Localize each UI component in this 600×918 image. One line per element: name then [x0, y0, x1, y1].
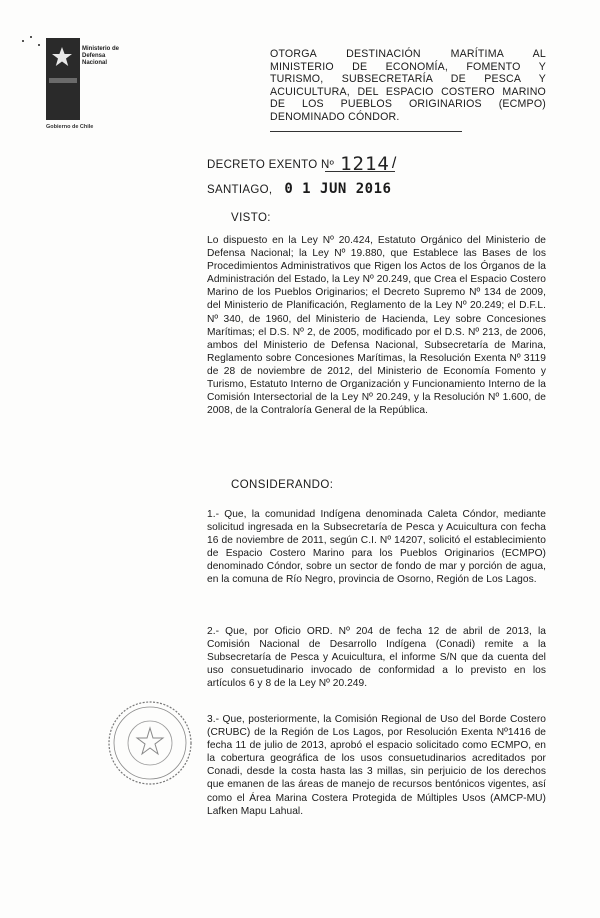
considerando-heading: CONSIDERANDO:	[231, 479, 334, 491]
title-line: OTORGA DESTINACIÓN MARÍTIMA AL	[270, 48, 546, 60]
title-line: TURISMO, SUBSECRETARÍA DE PESCA Y	[270, 73, 546, 86]
logo-bar	[49, 78, 77, 83]
date-stamp: 0 1 JUN 2016	[284, 181, 392, 197]
title-underline	[270, 131, 462, 132]
title-line: ACUICULTURA, DEL ESPACIO COSTERO MARINO	[270, 85, 546, 98]
considerando-item-3: 3.- Que, posteriormente, la Comisión Regional de Uso del Borde Costero (CRUBC) de la Región de Los Lagos, por Resolución Exenta Nº1416 de fecha 11 de julio de 2013, aprobó el espacio solicitado como ECMPO, en la cobertura geográfica de los usos consuetudinarios acreditados por Conadi, desde la costa hasta las 3 millas, sin perjuicio de los derechos que emanen de las áreas de manejo de recursos bentónicos vigentes, así como el Área Marina Costera Protegida de Múltiples Usos (AMCP-MU) Lafken Mapu Lahual.	[207, 714, 546, 817]
government-label: Gobierno de Chile	[46, 124, 94, 130]
ministry-name: Ministerio de Defensa Nacional	[82, 46, 120, 66]
decree-label: DECRETO EXENTO Nº	[207, 159, 335, 171]
logo-block	[46, 38, 80, 120]
considerando-item-1: 1.- Que, la comunidad Indígena denominada Caleta Cóndor, mediante solicitud ingresada en la Subsecretaría de Pesca y Acuicultura con fecha 16 de noviembre de 2011, según C.I. Nº 14207, solicitó el establecimiento de Espacio Costero Marino para los Pueblos Originarios (ECMPO) denominado Cóndor, sobre un sector de fondo de mar y porción de agua, en la comuna de Río Negro, provincia de Osorno, Región de Los Lagos.	[207, 509, 546, 586]
scan-speck	[22, 40, 24, 42]
title-line: DE LOS PUEBLOS ORIGINARIOS (ECMPO)	[270, 98, 546, 111]
round-seal-stamp	[107, 700, 193, 786]
decree-slash: /	[391, 155, 397, 172]
scan-speck	[38, 44, 40, 46]
decree-number: 1214	[340, 153, 390, 175]
scan-speck	[30, 36, 32, 38]
star-icon	[51, 46, 73, 68]
decree-title	[270, 48, 546, 124]
decree-number-line	[207, 151, 397, 173]
title-line: DENOMINADO CÓNDOR.	[270, 110, 400, 123]
ministry-logo	[46, 38, 120, 130]
visto-heading: VISTO:	[231, 212, 271, 224]
place-date-line	[207, 181, 391, 197]
visto-paragraph: Lo dispuesto en la Ley Nº 20.424, Estatuto Orgánico del Ministerio de Defensa Nacional; la Ley Nº 19.880, que Establece las Bases de los Procedimientos Administrativos que Rigen los Actos de los Órganos de la Administración del Estado, la Ley Nº 20.249, que Crea el Espacio Costero Marino de los Pueblos Originarios; el Decreto Supremo Nº 134 de 2009, del Ministerio de Planificación, Reglamento de la Ley Nº 20.249; el D.F.L. Nº 340, de 1960, del Ministerio de Hacienda, Ley sobre Concesiones Marítimas; el D.S. Nº 2, de 2005, modificado por el D.S. Nº 213, de 2006, ambos del Ministerio de Defensa Nacional, Subsecretaría de Marina, Reglamento sobre Concesiones Marítimas, la Resolución Exenta Nº 3119 de 28 de noviembre de 2012, del Ministerio de Economía Fomento y Turismo, Estatuto Interno de Organización y Funcionamiento Interno de la Comisión Intersectorial de la Ley Nº 20.249, y la Resolución Nº 1.600, de 2008, de la Contraloría General de la República.	[207, 235, 546, 417]
considerando-item-2: 2.- Que, por Oficio ORD. Nº 204 de fecha 12 de abril de 2013, la Comisión Nacional de Desarrollo Indígena (Conadi) remite a la Subsecretaría de Pesca y Acuicultura, el informe S/N que da cuenta del uso consuetudinario invocado de conformidad a lo previsto en los artículos 6 y 8 de la Ley Nº 20.249.	[207, 626, 546, 690]
title-line: MINISTERIO DE ECONOMÍA, FOMENTO Y	[270, 60, 546, 73]
city: SANTIAGO,	[207, 184, 273, 196]
decree-number-underline	[325, 171, 395, 172]
